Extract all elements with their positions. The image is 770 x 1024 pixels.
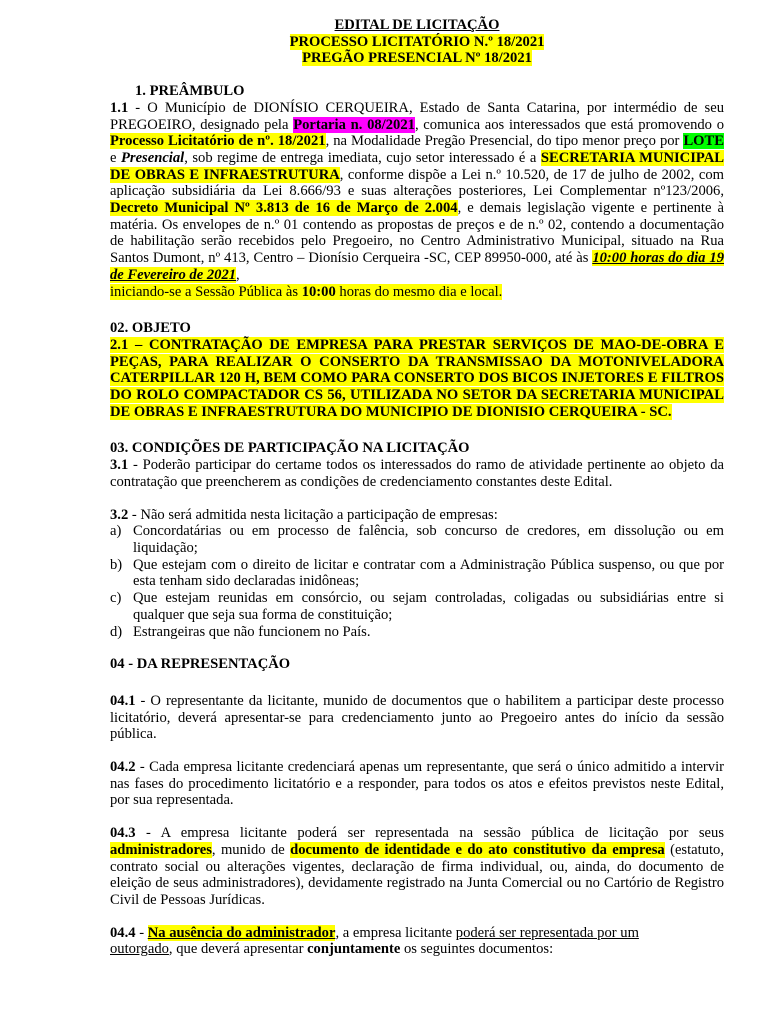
list-item: d) Estrangeiras que não funcionem no País. [110, 623, 371, 640]
document-header [110, 17, 724, 67]
pregao-title: PREGÃO PRESENCIAL Nº 18/2021 [302, 50, 532, 67]
processo-highlight: Processo Licitatório de nº. 18/2021 [110, 133, 326, 150]
presencial-text: Presencial [120, 149, 185, 166]
section-title-condicoes: 03. CONDIÇÕES DE PARTICIPAÇÃO NA LICITAÇÃO [110, 440, 470, 457]
objeto-highlight: 2.1 – CONTRATAÇÃO DE EMPRESA PARA PRESTAR SERVIÇOS DE MAO-DE-OBRA E PEÇAS, PARA REALIZAR O CONSERTO DA TRANSMISSAO DA MOTONIVELADORA CATERPILLAR 120 H, BEM COMO PARA CONSERTO DOS BICOS INJETORES E FILTROS DO ROLO COMPACTADOR CS 56, UTILIZADA NO SETOR DA SECRETARIA MUNICIPAL DE OBRAS E INFRAESTRUTURA DO MUNICIPIO DE DIONISIO CERQUEIRA - SC. [110, 336, 724, 420]
section-representacao [110, 656, 724, 958]
paragraph-1-1: 1.1 - O Município de DIONÍSIO CERQUEIRA, Estado de Santa Catarina, por intermédio de seu PREGOEIRO, designado pela Portaria n. 08/2021, comunica aos interessados que está promovendo o Processo Licitatório de nº. 18/2021, na Modalidade Pregão Presencial, do tipo menor preço por LOTE e Presencial, sob regime de entrega imediata, cujo setor interessado é a SECRETARIA MUNICIPAL DE OBRAS E INFRAESTRUTURA, conforme dispõe a Lei n.º 10.520, de 17 de julho de 2002, com aplicação subsidiária da Lei 8.666/93 e suas alterações posteriores, Lei Complementar nº123/2006, Decreto Municipal Nº 3.813 de 16 de Março de 2.004, e demais legislação vigente e pertinente à matéria. Os envelopes de n.º 01 contendo as propostas de preços e de n.º 02, contendo a documentação de habilitação serão recebidos pelo Pregoeiro, no Centro Administrativo Municipal, situado na Rua Santos Dumont, nº 413, Centro – Dionísio Cerqueira -SC, CEP 89950-000, até às 10:00 horas do dia 19 de Fevereiro de 2021, [110, 99, 725, 283]
list-item: c) Que estejam reunidas em consórcio, ou sejam controladas, coligadas ou subsidiárias entre si qualquer que seja sua forma de constituição; [110, 590, 724, 623]
paragraph-04-3: 04.3 - A empresa licitante poderá ser representada na sessão pública de licitação por seus administradores, munido de documento de identidade e do ato constitutivo da empresa (estatuto, contrato social ou alterações vigentes, declaração de firma individual, ou, ainda, do documento de eleição de seus administradores), devidamente registrado na Junta Comercial ou no Cartório de Registro Civil de Pessoas Jurídicas. [110, 825, 724, 908]
restriction-list [110, 523, 724, 640]
decreto-highlight: Decreto Municipal Nº 3.813 de 16 de Março de 2.004 [110, 200, 458, 217]
paragraph-3-1: 3.1 - Poderão participar do certame todos os interessados do ramo de atividade pertinente ao objeto da contratação que preencherem as condições de credenciamento constantes deste Edital. [110, 457, 724, 490]
objeto-paragraph [110, 337, 724, 421]
deadline-highlight: 10:00 horas do dia 19 de Fevereiro de 2021 [110, 250, 725, 283]
paragraph-04-4: 04.4 - Na ausência do administrador, a empresa licitante poderá ser representada por um outorgado, que deverá apresentar conjuntamente os seguintes documentos: [110, 924, 639, 958]
section-title-objeto: 02. OBJETO [110, 320, 191, 337]
paragraph-3-2: 3.2 - Não será admitida nesta licitação a participação de empresas: [110, 506, 498, 523]
paragraph-04-1: 04.1 - O representante da licitante, munido de documentos que o habilitem a participar deste processo licitatório, deverá apresentar-se para credenciamento junto ao Pregoeiro antes do início da sessão pública. [110, 692, 724, 743]
lote-highlight: LOTE [683, 133, 724, 150]
section-title-preambulo: 1. PREÂMBULO [135, 83, 245, 100]
list-item: a) Concordatárias ou em processo de falência, sob concurso de credores, em dissolução ou em liquidação; [110, 523, 724, 556]
portaria-highlight: Portaria n. 08/2021 [293, 116, 415, 133]
administradores-highlight: administradores [110, 841, 212, 858]
processo-title: PROCESSO LICITATÓRIO N.º 18/2021 [289, 33, 545, 50]
sessao-publica-highlight: iniciando-se a Sessão Pública às 10:00 horas do mesmo dia e local. [110, 283, 503, 300]
section-preambulo [110, 83, 724, 300]
edital-title: EDITAL DE LICITAÇÃO [334, 17, 500, 33]
secretaria-highlight: SECRETARIA MUNICIPAL DE OBRAS E INFRAESTRUTURA [110, 149, 724, 183]
paragraph-04-2: 04.2 - Cada empresa licitante credenciará apenas um representante, que será o único admitido a intervir nas fases do procedimento licitatório e a responder, para todos os atos e efeitos previstos neste Edital, por sua representada. [110, 759, 724, 809]
document-body [110, 17, 724, 958]
section-objeto [110, 320, 724, 420]
list-item: b) Que estejam com o direito de licitar e contratar com a Administração Pública suspenso, ou que por esta tenham sido declaradas inidôneas; [110, 556, 724, 590]
para-number: 1.1 [110, 99, 129, 116]
ausencia-highlight: Na ausência do administrador [147, 924, 336, 941]
documento-highlight: documento de identidade e do ato constitutivo da empresa [290, 841, 665, 858]
section-title-representacao: 04 - DA REPRESENTAÇÃO [110, 656, 291, 673]
section-condicoes [110, 440, 724, 640]
